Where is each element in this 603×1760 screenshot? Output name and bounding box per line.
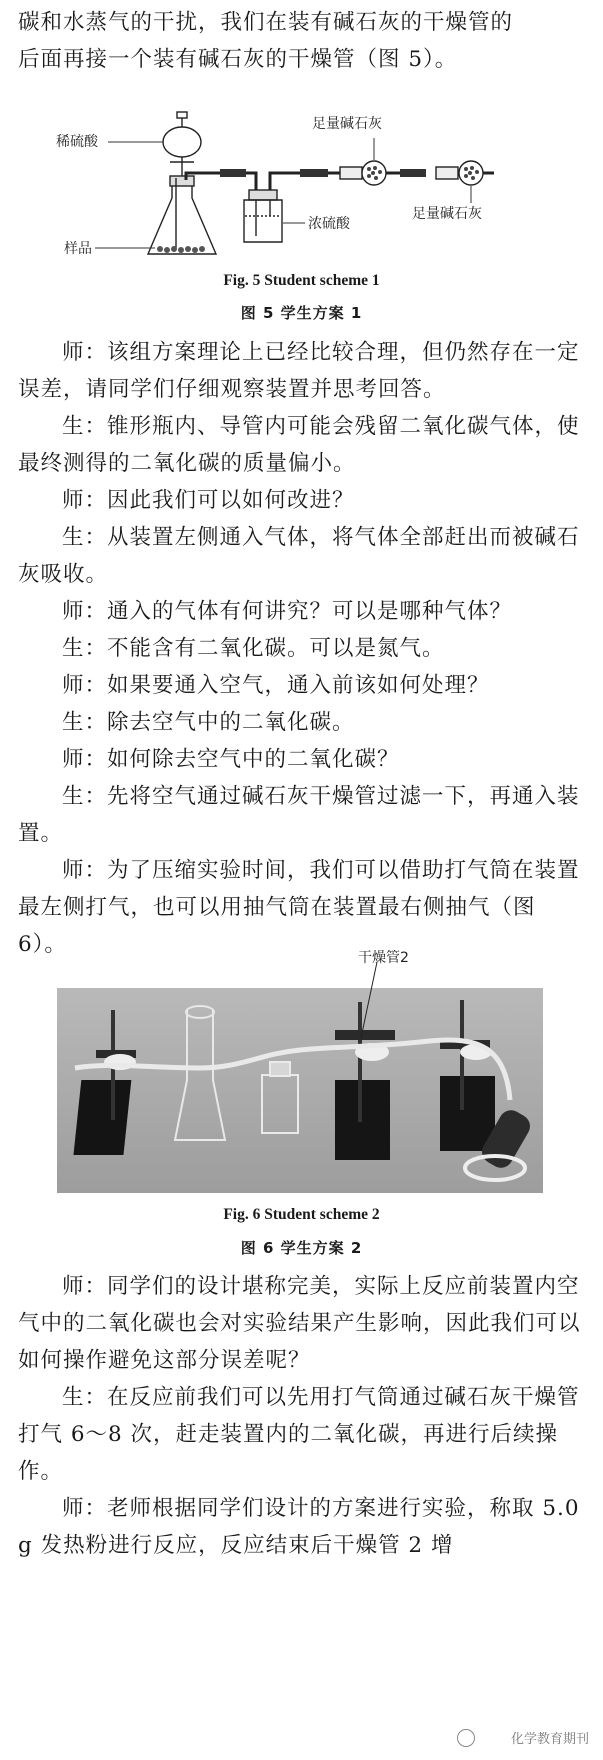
dialog-2-p1: 师：同学们的设计堪称完美，实际上反应前装置内空气中的二氧化碳也会对实验结果产生影响，因此我们可以如何操作避免这部分误差呢？: [18, 1274, 581, 1373]
dialog-1-p5: 师：通入的气体有何讲究？可以是哪种气体？: [62, 599, 513, 624]
dialog-2-p2: 生：在反应前我们可以先用打气筒通过碱石灰干燥管打气 6～8 次，赶走装置内的二氧化碳，再进行后续操作。: [18, 1385, 580, 1484]
label-sample: 样品: [64, 241, 92, 257]
watermark-text: 化学教育期刊: [510, 1732, 589, 1747]
dialog-1-p8: 生：除去空气中的二氧化碳。: [62, 710, 355, 735]
conical-flask: [148, 176, 216, 254]
fig6-caption-cn: 图 6 学生方案 2: [240, 1239, 363, 1257]
label-drying-tube-2: 干燥管2: [358, 950, 409, 966]
figure-5-apparatus: [0, 98, 603, 286]
figure-6-photo: [0, 950, 603, 1200]
dialog-1-p6: 生：不能含有二氧化碳。可以是氮气。: [62, 636, 445, 661]
dialog-1-p10: 生：先将空气通过碱石灰干燥管过滤一下，再通入装置。: [18, 784, 580, 846]
dialog-1-p3: 师：因此我们可以如何改进？: [62, 488, 355, 513]
label-soda-lime-right: 足量碱石灰: [412, 206, 482, 222]
dialog-2-p3: 师：老师根据同学们设计的方案进行实验，称取 5.0 g 发热粉进行反应，反应结束后干燥管 2 增: [18, 1496, 580, 1558]
dialog-1-p2: 生：锥形瓶内、导管内可能会残留二氧化碳气体，使最终测得的二氧化碳的质量偏小。: [18, 414, 580, 476]
wash-bottle: [244, 190, 282, 242]
sample-granules: [157, 246, 205, 253]
drying-tube-2: [436, 161, 494, 185]
label-dilute-acid: 稀硫酸: [56, 134, 98, 150]
intro-line-2: 后面再接一个装有碱石灰的干燥管（图 5）。: [18, 47, 458, 72]
dialog-1-p7: 师：如果要通入空气，通入前该如何处理？: [62, 673, 490, 698]
watermark-logo-icon: [457, 1729, 475, 1747]
fig5-caption-cn: 图 5 学生方案 1: [240, 304, 363, 322]
label-soda-lime-top: 足量碱石灰: [312, 116, 382, 132]
dialog-1-p9: 师：如何除去空气中的二氧化碳？: [62, 747, 400, 772]
separatory-funnel: [163, 112, 201, 180]
dialog-1-p4: 生：从装置左侧通入气体，将气体全部赶出而被碱石灰吸收。: [18, 525, 580, 587]
fig6-caption-en: Fig. 6 Student scheme 2: [223, 1206, 380, 1223]
intro-line-1: 碳和水蒸气的干扰，我们在装有碱石灰的干燥管的: [18, 10, 514, 35]
label-conc-acid: 浓硫酸: [308, 216, 350, 232]
dialog-1-p1: 师：该组方案理论上已经比较合理，但仍然存在一定误差，请同学们仔细观察装置并思考回答。: [18, 340, 580, 402]
dialog-1-p11: 师：为了压缩实验时间，我们可以借助打气筒在装置最左侧打气，也可以用抽气筒在装置最右侧抽气（图 6）。: [18, 858, 580, 957]
fig5-caption-en: Fig. 5 Student scheme 1: [223, 272, 380, 289]
